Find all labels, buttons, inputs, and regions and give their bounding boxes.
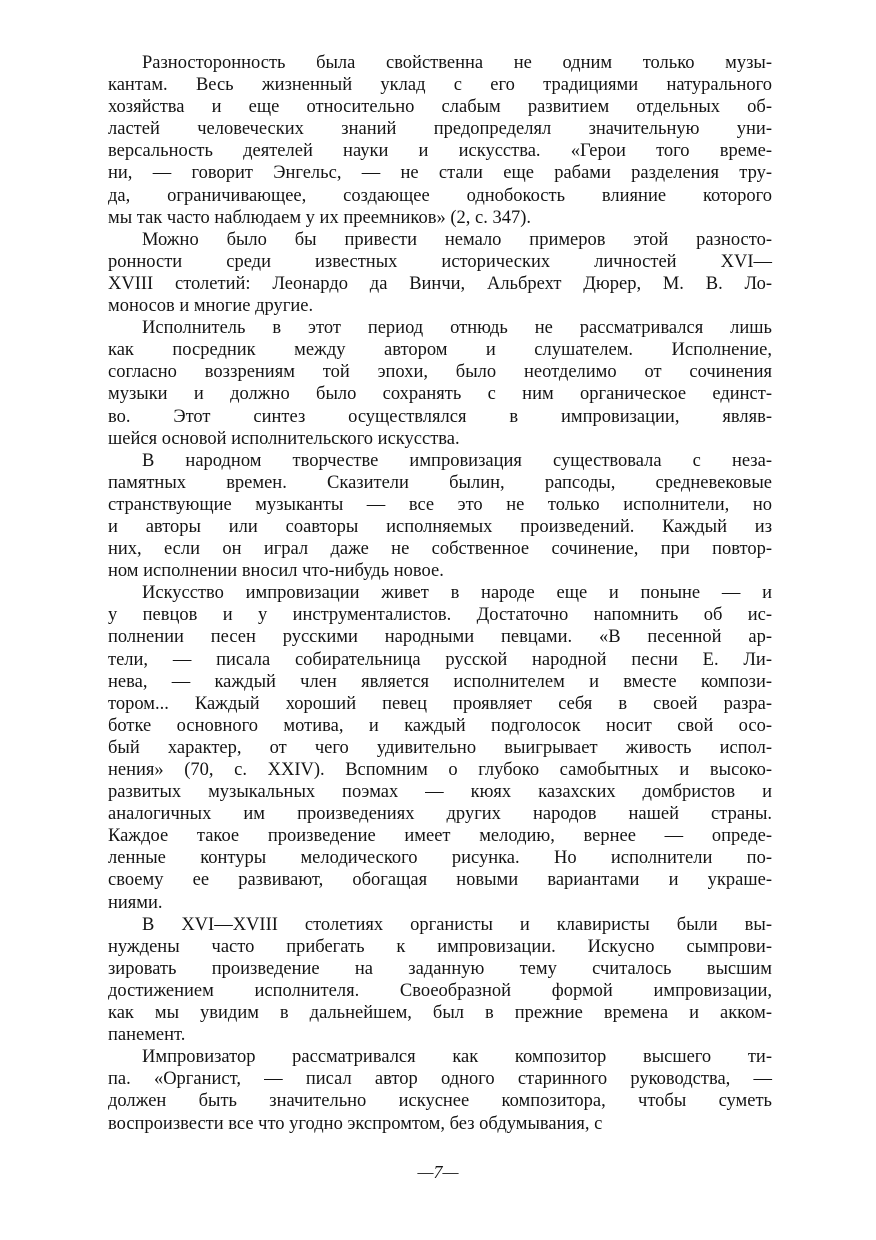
text-line: моносов и многие другие. [108,296,314,317]
text-line: и авторы или соавторы исполняемых произведений. Каждый из [108,516,772,537]
text-line: ластей человеческих знаний предопределял значительную уни- [108,119,772,140]
text-line: них, если он играл даже не собственное сочинение, при повтор- [108,539,772,560]
body-text [108,52,772,1135]
text-line: мы так часто наблюдаем у их преемников» (2, с. 347). [108,207,531,228]
text-line: согласно воззрениям той эпохи, было неотделимо от сочинения [108,362,772,383]
text-line: тели, — писала собирательница русской народной песни Е. Ли- [108,649,772,670]
text-line: музыки и должно было сохранять с ним органическое единст- [108,384,772,405]
paragraph [108,914,772,1047]
page-number: —7— [417,1162,459,1182]
text-line: как мы увидим в дальнейшем, был в прежние времена и акком- [108,1003,772,1024]
text-line: Искусство импровизации живет в народе еще и поныне — и [142,583,772,604]
text-line: тором... Каждый хороший певец проявляет себя в своей разра- [108,693,772,714]
text-line: нева, — каждый член является исполнителем и вместе компози- [108,671,772,692]
paragraph [108,229,772,317]
text-line: хозяйства и еще относительно слабым развитием отдельных об- [108,97,772,118]
text-line: XVIII столетий: Леонардо да Винчи, Альбрехт Дюрер, М. В. Ло- [108,273,772,294]
text-line: панемент. [108,1025,186,1046]
text-line: ниями. [108,892,163,913]
text-line: В народном творчестве импровизация существовала с неза- [142,450,772,471]
text-line: воспроизвести все что угодно экспромтом, без обдумывания, с [108,1113,603,1134]
paragraph [108,450,772,583]
text-line: шейся основой исполнительского искусства. [108,428,460,449]
text-line: Исполнитель в этот период отнюдь не рассматривался лишь [142,318,772,339]
text-line: аналогичных им произведениях других народов нашей страны. [108,804,772,825]
paragraph [108,582,772,913]
text-line: бый характер, от чего удивительно выигрывает живость испол- [108,737,772,758]
paragraph [108,1046,772,1134]
text-line: нуждены часто прибегать к импровизации. Искусно сымпрови- [108,936,772,957]
text-line: да, ограничивающее, создающее однобокость влияние которого [108,185,772,206]
paragraph [108,52,772,229]
text-line: кантам. Весь жизненный уклад с его традициями натурального [108,75,772,96]
text-line: полнении песен русскими народными певцами. «В песенной ар- [108,627,772,648]
text-line: па. «Органист, — писал автор одного старинного руководства, — [108,1069,772,1090]
text-line: Разносторонность была свойственна не одним только музы- [142,53,772,73]
text-line: зировать произведение на заданную тему считалось высшим [108,958,772,979]
text-line: версальность деятелей науки и искусства. «Герои того време- [108,141,772,162]
text-line: ленные контуры мелодического рисунка. Но исполнители по- [108,848,772,869]
text-line: у певцов и у инструменталистов. Достаточно напомнить об ис- [108,605,772,626]
paragraph [108,317,772,450]
text-line: ронности среди известных исторических личностей XVI— [108,251,772,272]
text-line: должен быть значительно искуснее композитора, чтобы суметь [108,1091,772,1112]
text-line: странствующие музыканты — все это не только исполнители, но [108,494,772,515]
text-line: нения» (70, с. XXIV). Вспомним о глубоко самобытных и высоко- [108,760,772,780]
text-line: Можно было бы привести немало примеров этой разносто- [142,229,772,250]
text-line: достижением исполнителя. Своеобразной формой импровизации, [108,980,772,1001]
text-line: развитых музыкальных поэмах — кюях казахских домбристов и [108,782,772,803]
text-line: ном исполнении вносил что-нибудь новое. [108,561,444,582]
text-line: В XVI—XVIII столетиях органисты и клавиристы были вы- [142,914,772,935]
text-line: памятных времен. Сказители былин, рапсоды, средневековые [108,472,772,493]
text-line: во. Этот синтез осуществлялся в импровизации, являв- [108,406,772,427]
text-line: Импровизатор рассматривался как композитор высшего ти- [142,1047,772,1068]
text-line: ни, — говорит Энгельс, — не стали еще рабами разделения тру- [108,163,772,184]
text-line: Каждое такое произведение имеет мелодию, вернее — опреде- [108,826,772,847]
text-line: ботке основного мотива, и каждый подголосок носит свой осо- [108,715,772,736]
text-line: как посредник между автором и слушателем. Исполнение, [108,340,772,361]
text-line: своему ее развивают, обогащая новыми вариантами и украше- [108,870,772,891]
